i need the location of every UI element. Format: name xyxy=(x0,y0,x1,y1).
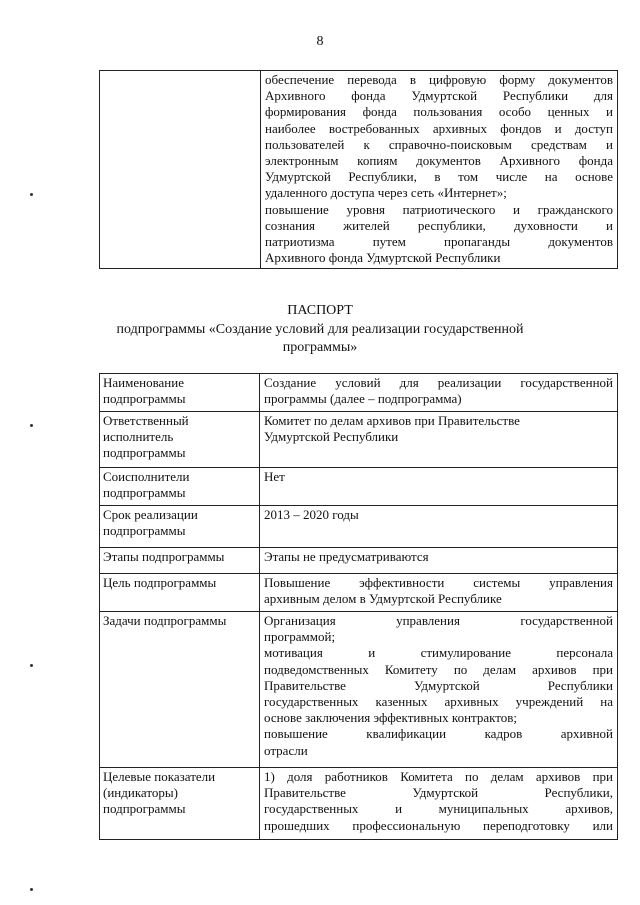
table-row xyxy=(100,412,618,468)
passport-subtitle-line: программы» xyxy=(282,340,358,355)
text-line: прошедших профессиональную переподготовку или xyxy=(264,817,613,833)
row-label: Этапы подпрограммы xyxy=(100,548,260,574)
text-line: удаленного доступа через сеть «Интернет»; xyxy=(265,185,507,201)
row-value xyxy=(260,412,618,468)
table-row xyxy=(100,71,618,269)
passport-subtitle-line: подпрограммы «Создание условий для реализации государственной xyxy=(116,322,524,337)
table-row xyxy=(100,612,618,768)
text-line: наиболее востребованных архивных фондов и доступ xyxy=(265,120,613,136)
text-line: Повышение эффективности системы управления xyxy=(264,575,613,590)
table-row xyxy=(100,768,618,840)
text-line: Удмуртской Республики xyxy=(264,429,399,445)
row-value xyxy=(260,506,618,548)
text-line: программы (далее – подпрограмма) xyxy=(264,391,462,407)
table-row xyxy=(100,374,618,412)
text-line: пользователей к справочно-поисковым средствам и xyxy=(265,136,613,152)
row-value xyxy=(260,374,618,412)
page-number: 8 xyxy=(316,34,324,49)
text-line: подведомственных Комитету по делам архивов при xyxy=(264,661,613,677)
text-line: 2013 – 2020 годы xyxy=(264,507,359,522)
text-line: отрасли xyxy=(264,742,308,758)
continuation-table xyxy=(99,70,618,269)
row-label: Ответственный исполнитель подпрограммы xyxy=(100,412,260,468)
text-line: Нет xyxy=(264,469,285,484)
text-line: государственных и муниципальных архивов, xyxy=(264,801,613,817)
text-line: обеспечение перевода в цифровую форму документов xyxy=(265,72,613,87)
row-label: Срок реализации подпрограммы xyxy=(100,506,260,548)
text-line: программой; xyxy=(264,629,336,645)
text-line: Архивного фонда Удмуртской Республики xyxy=(265,250,501,266)
passport-table xyxy=(99,373,618,840)
text-line: 1) доля работников Комитета по делам архивов при xyxy=(264,769,613,784)
passport-title: ПАСПОРТ xyxy=(287,303,353,318)
text-line: Правительстве Удмуртской Республики, xyxy=(264,785,613,801)
text-line: Этапы не предусматриваются xyxy=(264,549,429,564)
row-value xyxy=(260,768,618,840)
row-value xyxy=(260,468,618,506)
text-line: Организация управления государственной xyxy=(264,613,613,628)
table-row xyxy=(100,506,618,548)
text-line: государственных казенных архивных учреждений на xyxy=(264,694,613,710)
table-row xyxy=(100,468,618,506)
text-line: архивным делом в Удмуртской Республике xyxy=(264,591,502,607)
empty-cell xyxy=(100,71,261,269)
text-line: Комитет по делам архивов при Правительстве xyxy=(264,413,520,428)
text-line: Создание условий для реализации государственной xyxy=(264,375,613,390)
tasks-continuation-cell xyxy=(261,71,618,269)
row-label: Цель подпрограммы xyxy=(100,574,260,612)
row-value xyxy=(260,574,618,612)
table-row xyxy=(100,548,618,574)
text-line: Архивного фонда Удмуртской Республики для xyxy=(265,88,613,104)
row-label: Соисполнители подпрограммы xyxy=(100,468,260,506)
text-line: повышение уровня патриотического и гражданского xyxy=(265,201,613,217)
text-line: формирования фонда пользования особо ценных и xyxy=(265,104,613,120)
row-label: Наименование подпрограммы xyxy=(100,374,260,412)
scan-speck xyxy=(30,664,33,667)
scan-speck xyxy=(30,888,33,891)
row-value xyxy=(260,612,618,768)
text-line: мотивация и стимулирование персонала xyxy=(264,645,613,661)
text-line: основе заключения эффективных контрактов; xyxy=(264,710,518,726)
text-line: сознания жителей республики, духовности и xyxy=(265,217,613,233)
text-line: повышение квалификации кадров архивной xyxy=(264,726,613,742)
scan-speck xyxy=(30,424,33,427)
row-value xyxy=(260,548,618,574)
row-label: Целевые показатели (индикаторы) подпрограммы xyxy=(100,768,260,840)
scan-speck xyxy=(30,193,33,196)
row-label: Задачи подпрограммы xyxy=(100,612,260,768)
text-line: Правительстве Удмуртской Республики xyxy=(264,677,613,693)
table-row xyxy=(100,574,618,612)
text-line: Удмуртской Республики, в том числе на основе xyxy=(265,169,613,185)
text-line: патриотизма путем пропаганды документов xyxy=(265,234,613,250)
text-line: электронным копиям документов Архивного фонда xyxy=(265,153,613,169)
